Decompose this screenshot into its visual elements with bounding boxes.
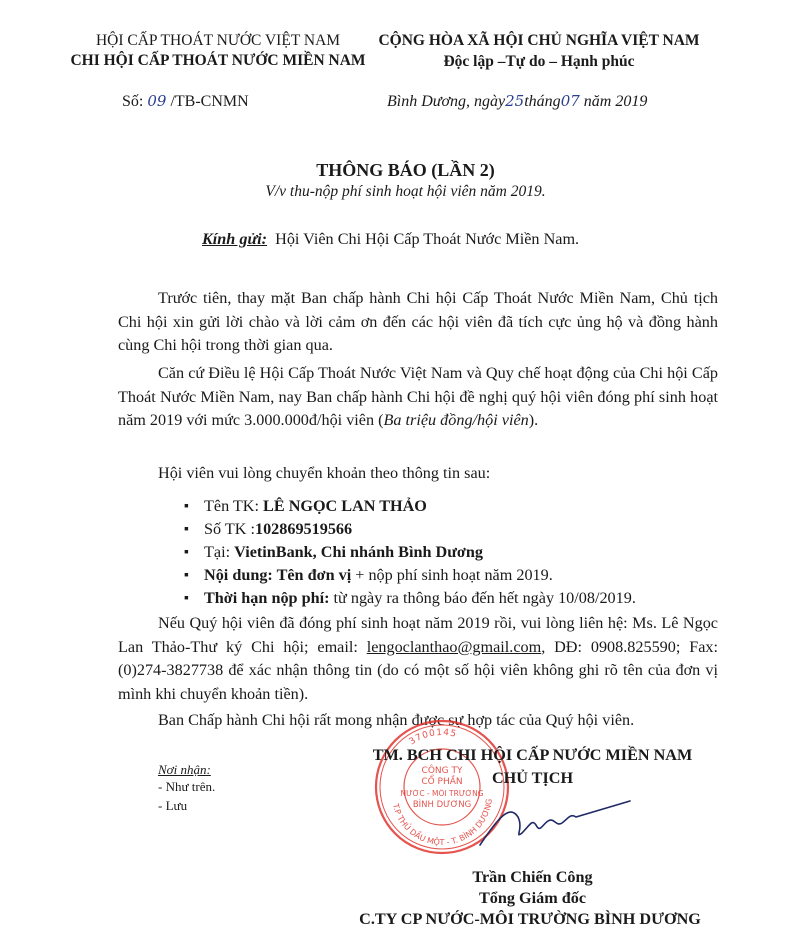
date-year: năm 2019 bbox=[579, 93, 648, 110]
document-subtitle: V/v thu-nộp phí sinh hoạt hội viên năm 2019. bbox=[265, 183, 546, 200]
date-month-handwritten: 07 bbox=[560, 92, 580, 110]
contact-email-link[interactable]: lengoclanthao@gmail.com bbox=[366, 637, 542, 656]
account-name-label: Tên TK: bbox=[204, 497, 264, 515]
signer-company: C.TY CP NƯỚC-MÔI TRƯỜNG BÌNH DƯƠNG bbox=[359, 910, 701, 928]
deadline-value: từ ngày ra thông báo đến hết ngày 10/08/2019. bbox=[329, 589, 636, 607]
bank-label: Tại: bbox=[204, 543, 235, 561]
stamp-line1: CÔNG TY bbox=[421, 766, 463, 776]
ref-suffix: /TB-CNMN bbox=[166, 93, 249, 110]
bank-account-name bbox=[184, 495, 724, 518]
receiver-item: - Như trên. bbox=[158, 779, 216, 794]
stamp-line4: BÌNH DƯƠNG bbox=[412, 800, 472, 810]
content-label: Nội dung: Tên đơn vị bbox=[204, 566, 352, 584]
contact-text-end: , DĐ: 0908.825590; Fax: (0)274-3827738 để xác nhận thông tin (do có một số hội viên không ghi rõ tên của đơn vị mình khi chuyển khoản tiền). bbox=[118, 637, 718, 704]
receiver-item: - Lưu bbox=[158, 798, 188, 813]
recipient-line bbox=[202, 230, 579, 249]
fee-request-text: Căn cứ Điều lệ Hội Cấp Thoát Nước Việt Nam và Quy chế hoạt động của Chi hội Cấp Thoát Nước Miền Nam, nay Ban chấp hành Chi hội đề nghị quý hội viên đóng phí sinh hoạt năm 2019 với mức 3.000.000đ/hội viên ( bbox=[118, 364, 718, 430]
fee-amount-words: Ba triệu đồng/hội viên bbox=[383, 411, 529, 430]
date-month-label: tháng bbox=[524, 93, 561, 110]
document-number bbox=[122, 92, 249, 111]
handwritten-signature bbox=[470, 795, 640, 855]
account-name-value: LÊ NGỌC LAN THẢO bbox=[263, 497, 427, 515]
stamp-arc-address: T.P THỦ DẦU MỘT - T. BÌNH DƯƠNG bbox=[390, 798, 494, 848]
stamp-number: 3700145 bbox=[407, 727, 458, 748]
country-name: CỘNG HÒA XÃ HỘI CHỦ NGHĨA VIỆT NAM bbox=[378, 32, 700, 49]
account-number-value: 102869519566 bbox=[254, 520, 353, 538]
receivers-label: Nơi nhận: bbox=[158, 762, 211, 777]
org-name-branch: CHI HỘI CẤP THOÁT NƯỚC MIỀN NAM bbox=[70, 52, 366, 69]
stamp-line2: CỔ PHẦN bbox=[421, 777, 463, 787]
fee-request-end: ). bbox=[528, 411, 539, 430]
bank-info-list bbox=[184, 495, 724, 610]
ref-number-handwritten: 09 bbox=[147, 92, 167, 110]
paragraph-contact bbox=[118, 612, 718, 707]
date-place: Bình Dương, ngày bbox=[387, 93, 506, 110]
content-value: + nộp phí sinh hoạt năm 2019. bbox=[351, 566, 553, 584]
deadline-label: Thời hạn nộp phí: bbox=[204, 589, 330, 607]
document-date bbox=[387, 92, 647, 111]
paragraph-closing: Ban Chấp hành Chi hội rất mong nhận được sự hợp tác của Quý hội viên. bbox=[158, 711, 635, 729]
ref-prefix: Số: bbox=[122, 93, 148, 110]
paragraph-greeting: Trước tiên, thay mặt Ban chấp hành Chi hội Cấp Thoát Nước Miền Nam, Chủ tịch Chi hội xin gửi lời chào và lời cảm ơn đến các hội viên đã tích cực ủng hộ và đồng hành cùng Chi hội trong thời gian qua. bbox=[118, 289, 718, 355]
date-day-handwritten: 25 bbox=[505, 92, 525, 110]
recipient-label: Kính gửi: bbox=[202, 230, 268, 248]
paragraph-transfer-intro: Hội viên vui lòng chuyển khoản theo thông tin sau: bbox=[158, 464, 491, 482]
stamp-line3: NƯỚC - MÔI TRƯỜNG bbox=[400, 789, 484, 798]
transfer-content bbox=[184, 564, 724, 587]
signer-position: Tổng Giám đốc bbox=[478, 889, 587, 907]
document-title: THÔNG BÁO (LẦN 2) bbox=[316, 160, 495, 180]
signature-title: TM. BCH CHI HỘI CẤP NƯỚC MIỀN NAM bbox=[372, 746, 693, 764]
account-number-label: Số TK : bbox=[204, 520, 255, 538]
signature-role: CHỦ TỊCH bbox=[491, 769, 574, 787]
country-motto: Độc lập –Tự do – Hạnh phúc bbox=[443, 53, 635, 70]
bank-value: VietinBank, Chi nhánh Bình Dương bbox=[234, 543, 483, 561]
recipient-value: Hội Viên Chi Hội Cấp Thoát Nước Miền Nam. bbox=[275, 230, 580, 248]
contact-text: Nếu Quý hội viên đã đóng phí sinh hoạt năm 2019 rồi, vui lòng liên hệ: Ms. Lê Ngọc Lan Thảo-Thư ký Chi hội; email: bbox=[118, 614, 718, 656]
bank-branch bbox=[184, 541, 724, 564]
signer-name: Trần Chiến Công bbox=[472, 868, 593, 886]
payment-deadline bbox=[184, 587, 724, 610]
org-name-parent: HỘI CẤP THOÁT NƯỚC VIỆT NAM bbox=[95, 32, 341, 49]
bank-account-number bbox=[184, 518, 724, 541]
paragraph-fee-request bbox=[118, 362, 718, 433]
